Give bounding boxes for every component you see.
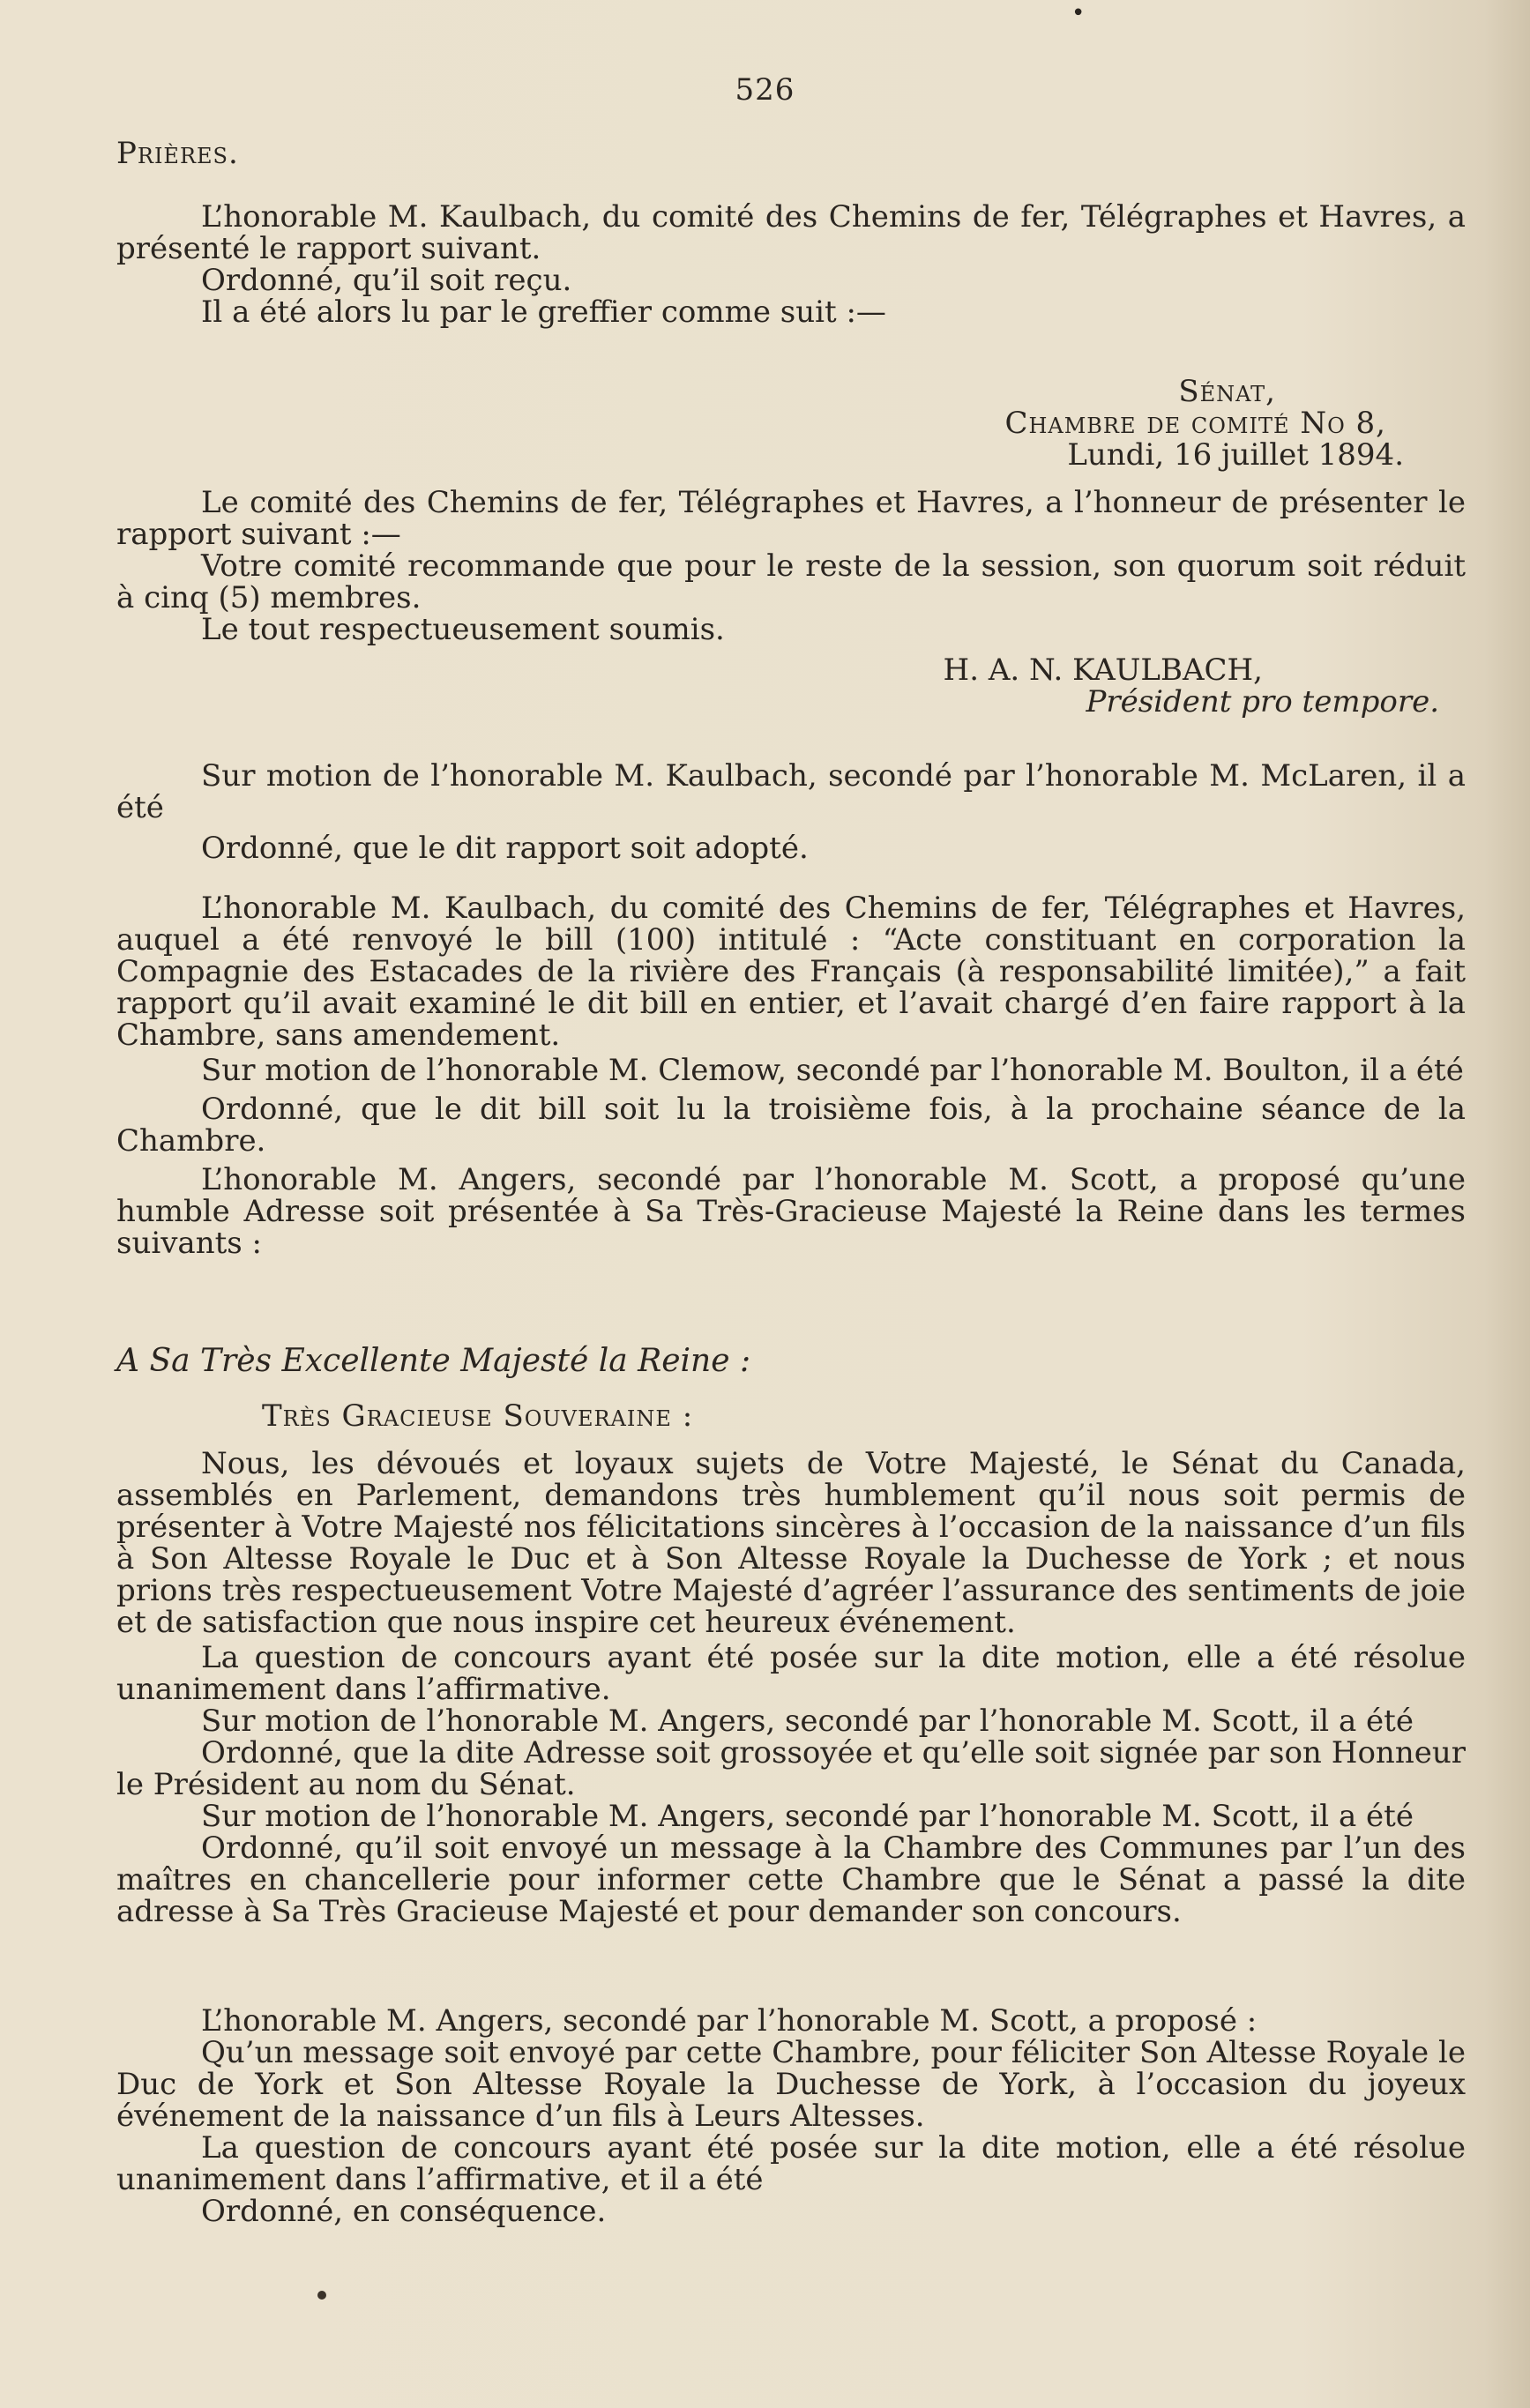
salutation: Très Gracieuse Souveraine : — [262, 1398, 694, 1434]
paragraph: Sur motion de l’honorable M. Angers, secondé par l’honorable M. Scott, il a été — [201, 1799, 1414, 1834]
paragraph: Nous, les dévoués et loyaux sujets de Votre Majesté, le Sénat du Canada, assemblés en Parlement, demandons très humblement qu’il nous soit permis de présenter à Votre Majesté nos félicitations sincères à l’occasion de la naissance d’un fils à Son Altesse Royale le Duc et à Son Altesse Royale la Duchesse de York ; et nous prions très respectueusement Votre Majesté d’agréer l’assurance des sentiments de joie et de satisfaction que nous inspire cet heureux événement. — [116, 1446, 1466, 1640]
paragraph: Qu’un message soit envoyé par cette Chambre, pour féliciter Son Altesse Royale le Duc de York et Son Altesse Royale la Duchesse de York, à l’occasion du joyeux événement de la naissance d’un fils à Leurs Altesses. — [116, 2035, 1466, 2134]
committee-report-section — [116, 201, 1466, 328]
address-section — [116, 1343, 1466, 1929]
paragraph: Sur motion de l’honorable M. Clemow, secondé par l’honorable M. Boulton, il a été — [201, 1053, 1464, 1088]
paragraph: Ordonné, que le dit bill soit lu la troisième fois, à la prochaine séance de la Chambre. — [116, 1092, 1466, 1159]
prayers-section — [116, 138, 1466, 169]
paragraph: L’honorable M. Angers, secondé par l’honorable M. Scott, a proposé qu’une humble Adresse soit présentée à Sa Très-Gracieuse Majesté la Reine dans les termes suivants : — [116, 1162, 1466, 1261]
paragraph: Ordonné, que la dite Adresse soit grossoyée et qu’elle soit signée par son Honneur le Président au nom du Sénat. — [116, 1735, 1466, 1802]
report-date: Lundi, 16 juillet 1894. — [1067, 437, 1404, 473]
paragraph: Ordonné, que le dit rapport soit adopté. — [201, 831, 809, 866]
paragraph: Sur motion de l’honorable M. Kaulbach, secondé par l’honorable M. McLaren, il a été — [116, 758, 1466, 825]
paragraph: Ordonné, qu’il soit envoyé un message à la Chambre des Communes par l’un des maîtres en chancellerie pour informer cette Chambre que le Sénat a passé la dite adresse à Sa Très Gracieuse Majesté et pour demander son concours. — [116, 1830, 1466, 1929]
ink-speck — [317, 2291, 326, 2300]
report-signature: H. A. N. KAULBACH, — [943, 652, 1263, 688]
report-signature-title: Président pro tempore. — [1086, 684, 1439, 719]
paragraph: L’honorable M. Kaulbach, du comité des Chemins de fer, Télégraphes et Havres, auquel a été renvoyé le bill (100) intitulé : “Acte constituant en corporation la Compagnie des Estacades de la rivière des Français (à responsabilité limitée),” a fait rapport qu’il avait examiné le dit bill en entier, et l’avait chargé d’en faire rapport à la Chambre, sans amendement. — [116, 891, 1466, 1053]
page-number: 526 — [735, 72, 795, 108]
paragraph: Votre comité recommande que pour le reste de la session, son quorum soit réduit à cinq (5) membres. — [116, 548, 1466, 615]
paragraph: L’honorable M. Angers, secondé par l’honorable M. Scott, a proposé : — [201, 2003, 1258, 2039]
paragraph: Ordonné, en conséquence. — [201, 2194, 607, 2229]
paragraph: Le comité des Chemins de fer, Télégraphes et Havres, a l’honneur de présenter le rapport suivant :— — [116, 485, 1466, 552]
motion-section-1 — [116, 760, 1466, 864]
report-senat: Sénat, — [1178, 374, 1276, 409]
paragraph: La question de concours ayant été posée sur la dite motion, elle a été résolue unanimement dans l’affirmative, et il a été — [116, 2130, 1466, 2197]
paragraph: L’honorable M. Kaulbach, du comité des Chemins de fer, Télégraphes et Havres, a présenté le rapport suivant. — [116, 199, 1466, 266]
address-heading: A Sa Très Excellente Majesté la Reine : — [116, 1343, 751, 1379]
report-header — [116, 376, 1466, 471]
paragraph: Ordonné, qu’il soit reçu. — [201, 263, 572, 298]
paragraph: Sur motion de l’honorable M. Angers, secondé par l’honorable M. Scott, il a été — [201, 1703, 1414, 1739]
bill-section — [116, 892, 1466, 1259]
paragraph: La question de concours ayant été posée sur la dite motion, elle a été résolue unanimement dans l’affirmative. — [116, 1640, 1466, 1707]
section-heading: Prières. — [116, 136, 239, 171]
report-chambre: Chambre de comité No 8, — [1004, 406, 1386, 441]
paragraph: Il a été alors lu par le greffier comme suit :— — [201, 294, 886, 330]
closing-section — [116, 2005, 1466, 2227]
paragraph: Le tout respectueusement soumis. — [201, 612, 725, 647]
report-body — [116, 487, 1466, 718]
page-mark: • — [1071, 0, 1086, 26]
